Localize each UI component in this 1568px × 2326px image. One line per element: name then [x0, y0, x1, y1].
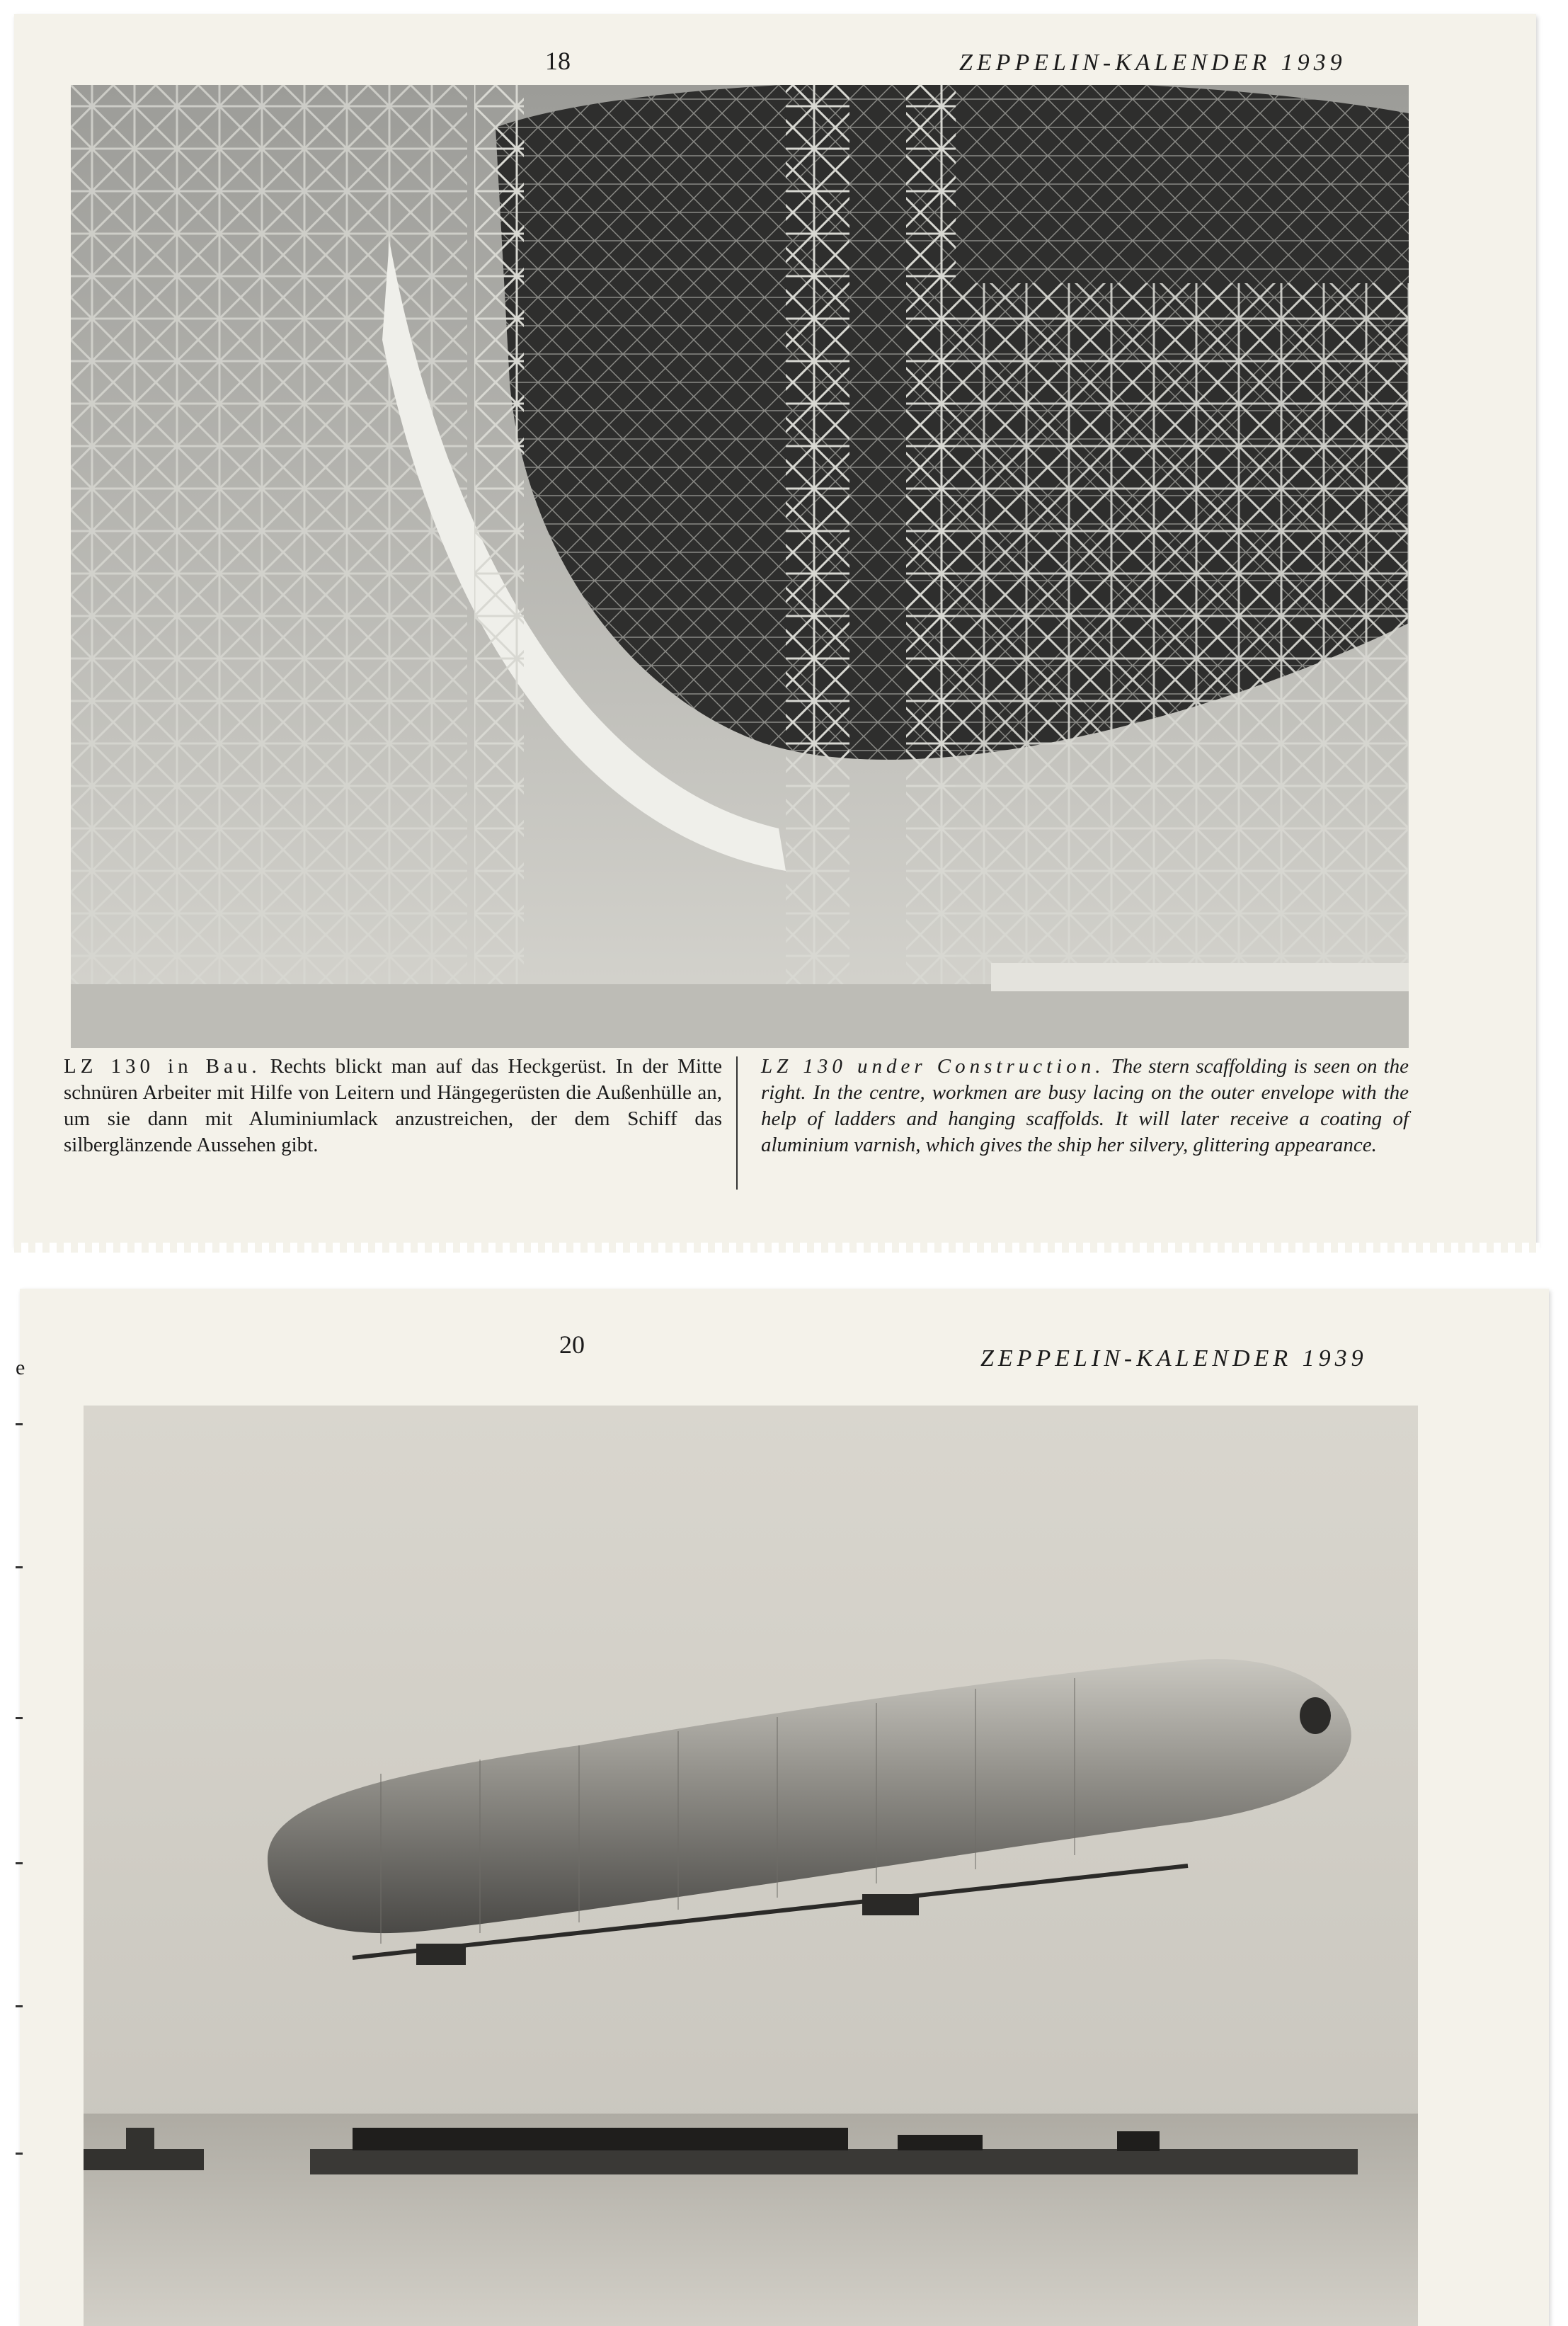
caption-german-text: Rechts blickt man auf das Heckgerüst. In der Mitte schnüren Arbeiter mit Hilfe von Leitern und Hängegerüsten die Außenhülle an, um sie dann mit Aluminiumlack anzustreichen, der dem Schiff das silberglänzende Aussehen gibt.	[64, 1055, 722, 1156]
caption-german	[64, 1054, 722, 1158]
construction-photo-drawing	[71, 85, 1409, 1048]
airship-photo	[84, 1406, 1418, 2326]
caption-english-text: The stern scaffolding is seen on the right. In the centre, workmen are busy lacing on the outer envelope with the help of ladders and hanging scaffolds. It will later receive a coating of aluminium varnish, which gives the ship her silvery, glittering appearance.	[761, 1055, 1409, 1156]
running-head: ZEPPELIN-KALENDER 1939	[980, 1345, 1368, 1372]
page-number: 18	[545, 47, 571, 75]
caption-german-lead: LZ 130 in Bau.	[64, 1055, 261, 1078]
caption-divider	[736, 1056, 738, 1190]
margin-fragment: e	[16, 1356, 25, 1379]
caption-english-lead: LZ 130 under Construction.	[761, 1055, 1105, 1078]
margin-mark	[16, 1862, 23, 1864]
page-number: 20	[559, 1330, 585, 1359]
margin-mark	[16, 2153, 23, 2155]
construction-photo	[71, 85, 1409, 1048]
caption-english	[761, 1054, 1409, 1158]
perforation-edge	[14, 1243, 1540, 1253]
margin-mark	[16, 1566, 23, 1568]
margin-mark	[16, 1423, 23, 1425]
margin-mark	[16, 1717, 23, 1719]
airship-photo-drawing	[84, 1406, 1418, 2326]
margin-mark	[16, 2005, 23, 2007]
running-head: ZEPPELIN-KALENDER 1939	[959, 50, 1346, 76]
